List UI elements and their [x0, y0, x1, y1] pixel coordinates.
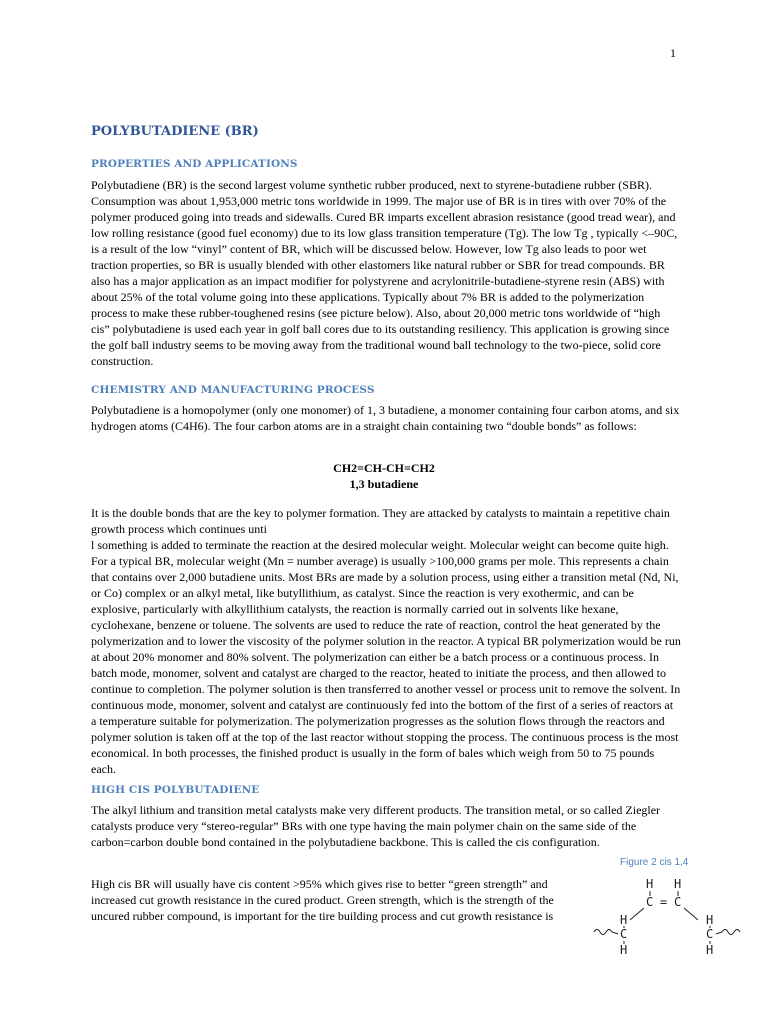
- butadiene-formula: CH2=CH-CH=CH2: [333, 461, 435, 475]
- double-bond: =: [660, 895, 668, 909]
- atom-h-bottom-left: H: [620, 943, 628, 957]
- atom-h-mid-right: H: [706, 913, 714, 927]
- atom-c-lower-right: C: [706, 927, 714, 941]
- atom-h-top-right: H: [674, 877, 682, 891]
- paragraph-chemistry-intro: Polybutadiene is a homopolymer (only one monomer) of 1, 3 butadiene, a monomer containing four carbon atoms, and six hydrogen atoms (C4H6). The four carbon atoms are in a straight chain containing two “double bonds” as follows:: [91, 403, 680, 433]
- paragraph-chemistry-process: l something is added to terminate the reaction at the desired molecular weight. Molecular weight can become quite high. For a typical BR, molecular weight (Mn = number average) is usually >100,000 grams per mole. This represents a chain that contains over 2,000 butadiene units. Most BRs are made by a solution process, using either a transition metal (Nd, Ni, or Co) complex or an alkyl metal, like butyllithium, as catalyst. Since the reaction is very exothermic, and can be explosive, particularly with alkyllithium catalysts, the reaction is normally carried out in solvents like hexane, cyclohexane, benzene or toluene. The solvents are used to reduce the rate of reaction, control the heat generated by the polymerization and to lower the viscosity of the polymer solution in the reactor. A typical BR polymerization would be run at about 20% monomer and 80% solvent. The polymerization can either be a batch process or a continuous process. In batch mode, monomer, solvent and catalyst are charged to the reactor, heated to initiate the process, and then allowed to continue to completion. The polymer solution is then transferred to another vessel or process unit to remove the solvent. In continuous mode, monomer, solvent and catalyst are continuously fed into the bottom of the first of a series of reactors at a temperature suitable for polymerization. The polymerization progresses as the solution flows through the reactors and polymer solution is taken off at the top of the last reactor without stopping the process. The continuous process is the most economical. In both processes, the finished product is usually in the form of bales which weigh from 50 to 75 pounds each.: [91, 538, 681, 776]
- section-heading-chemistry: CHEMISTRY AND MANUFACTURING PROCESS: [91, 384, 375, 396]
- atom-h-top-left: H: [646, 877, 654, 891]
- chain-wavy-left: [594, 930, 618, 935]
- paragraph-high-cis-properties: High cis BR will usually have cis content >95% which gives rise to better “green strength” and increased cut growth resistance in the cured product. Green strength, which is the strength of the uncured rubber compound, is important for the tire building process and cut growth resistance is: [91, 877, 554, 923]
- cis-1-4-structure-figure: [588, 874, 748, 958]
- atom-c-left: C: [646, 895, 654, 909]
- chain-wavy-right: [716, 930, 740, 935]
- page-number: 1: [670, 46, 676, 60]
- section-heading-high-cis: HIGH CIS POLYBUTADIENE: [91, 784, 260, 796]
- atom-c-lower-left: C: [620, 927, 628, 941]
- butadiene-formula-name: 1,3 butadiene: [349, 477, 419, 491]
- bond-left-diagonal: [630, 908, 644, 920]
- bond-right-diagonal: [684, 908, 698, 920]
- paragraph-high-cis-intro: The alkyl lithium and transition metal catalysts make very different products. The transition metal, or so called Ziegler catalysts produce very “stereo-regular” BRs with one type having the main polymer chain on the same side of the carbon=carbon double bond contained in the polybutadiene backbone. This is called the cis configuration.: [91, 803, 661, 849]
- figure-caption: Figure 2 cis 1,4: [620, 857, 689, 868]
- section-heading-properties: PROPERTIES AND APPLICATIONS: [91, 158, 298, 170]
- paragraph-properties: Polybutadiene (BR) is the second largest volume synthetic rubber produced, next to styrene-butadiene rubber (SBR). Consumption was about 1,953,000 metric tons worldwide in 1999. The major use of BR is in tires with over 70% of the polymer produced going into treads and sidewalls. Cured BR imparts excellent abrasion resistance (good tread wear), and low rolling resistance (good fuel economy) due to its low glass transition temperature (Tg). The low Tg , typically <–90C, is a result of the low “vinyl” content of BR, which will be discussed below. However, low Tg also leads to poor wet traction properties, so BR is usually blended with other elastomers like natural rubber or SBR for tread compounds. BR also has a major application as an impact modifier for polystyrene and acrylonitrile-butadiene-styrene resin (ABS) with about 25% of the total volume going into these applications. Typically about 7% BR is added to the polymerization process to make these rubber-toughened resins (see picture below). Also, about 20,000 metric tons worldwide of “high cis” polybutadiene is used each year in golf ball cores due to its outstanding resiliency. This application is growing since the golf ball industry seems to be moving away from the traditional wound ball technology to the two-piece, solid core construction.: [91, 178, 678, 368]
- atom-c-right: C: [674, 895, 682, 909]
- paragraph-chemistry-double-bonds: It is the double bonds that are the key to polymer formation. They are attacked by catalysts to maintain a repetitive chain growth process which continues unti: [91, 506, 670, 536]
- atom-h-mid-left: H: [620, 913, 628, 927]
- document-title: POLYBUTADIENE (BR): [91, 124, 259, 139]
- atom-h-bottom-right: H: [706, 943, 714, 957]
